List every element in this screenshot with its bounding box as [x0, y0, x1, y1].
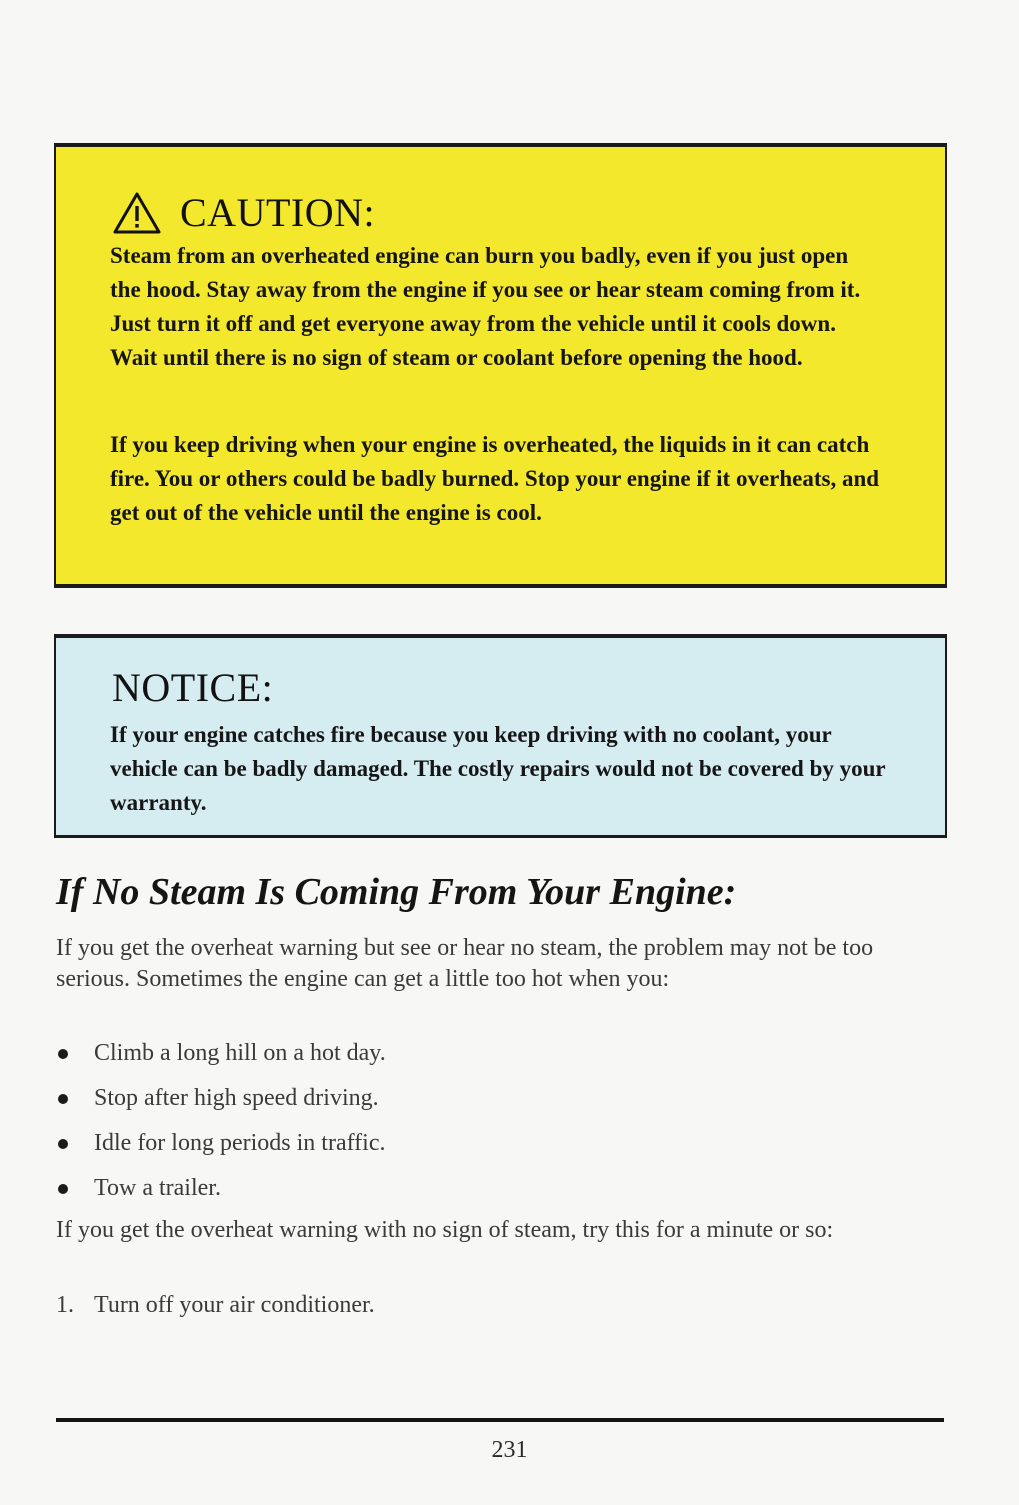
list-item	[56, 1083, 386, 1128]
list-item-text: Stop after high speed driving.	[94, 1085, 379, 1111]
notice-box	[54, 634, 947, 838]
intro-paragraph: If you get the overheat warning but see or hear no steam, the problem may not be too serious. Sometimes the engine can get a little too hot when you:	[56, 935, 874, 992]
bullet-icon	[58, 1139, 68, 1149]
notice-title: NOTICE:	[112, 665, 274, 710]
list-item-text: Idle for long periods in traffic.	[94, 1130, 386, 1156]
bullet-icon	[58, 1094, 68, 1104]
step-item	[56, 1290, 375, 1321]
step-number: 1.	[56, 1292, 74, 1318]
caution-paragraph-fire: If you keep driving when your engine is overheated, the liquids in it can catch fire. You or others could be badly burned. Stop your engine if it overheats, and get out of the vehicle until the engine is cool.	[110, 432, 880, 525]
list-item-text: Climb a long hill on a hot day.	[94, 1040, 386, 1066]
warning-triangle-icon	[112, 191, 162, 235]
list-item	[56, 1128, 386, 1173]
list-item	[56, 1173, 386, 1218]
try-this-paragraph: If you get the overheat warning with no sign of steam, try this for a minute or so:	[56, 1217, 834, 1243]
step-text: Turn off your air conditioner.	[94, 1292, 375, 1318]
notice-paragraph: If your engine catches fire because you keep driving with no coolant, your vehicle can be badly damaged. The costly repairs would not be covered by your warranty.	[110, 722, 886, 815]
caution-box	[54, 143, 947, 588]
list-item-text: Tow a trailer.	[94, 1175, 221, 1201]
bullet-icon	[58, 1049, 68, 1059]
section-heading: If No Steam Is Coming From Your Engine:	[56, 871, 737, 913]
list-item	[56, 1038, 386, 1083]
caution-title-row	[112, 189, 375, 236]
conditions-list	[56, 1038, 386, 1218]
page-number: 231	[491, 1437, 528, 1463]
bullet-icon	[58, 1184, 68, 1194]
caution-paragraph-steam: Steam from an overheated engine can burn you badly, even if you just open the hood. Stay away from the engine if you see or hear steam coming from it. Just turn it off and get everyone away from the vehicle until it cools down. Wait until there is no sign of steam or coolant before opening the hood.	[110, 243, 861, 370]
footer-divider	[56, 1418, 944, 1422]
caution-title: CAUTION:	[180, 190, 376, 235]
